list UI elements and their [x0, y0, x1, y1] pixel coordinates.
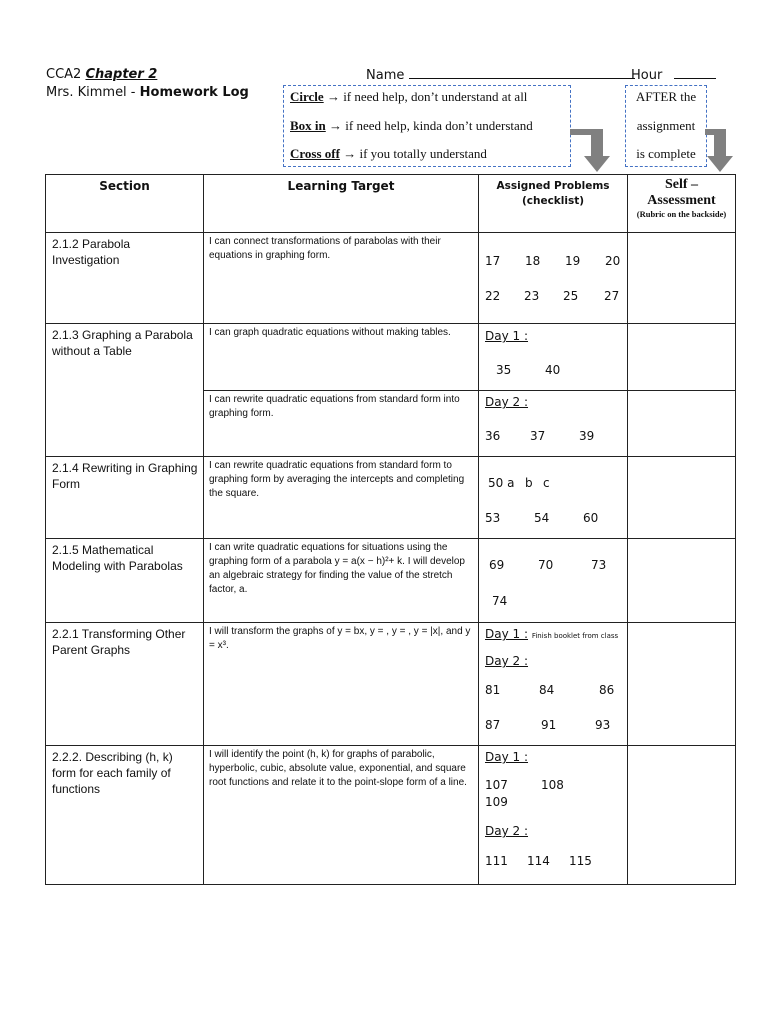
problem-number[interactable]: 111	[485, 854, 508, 868]
legend-crossoff-text: → if you totally understand	[339, 146, 487, 161]
name-field[interactable]	[366, 66, 635, 85]
table-row	[46, 233, 736, 324]
problem-number[interactable]: 36	[485, 429, 501, 443]
problem-number[interactable]: 108	[541, 778, 564, 792]
problem-number[interactable]: 81	[485, 683, 501, 697]
day-1-line	[485, 627, 618, 641]
assigned-cell[interactable]	[479, 746, 628, 885]
problem-number[interactable]: 40	[545, 363, 561, 377]
problem-number[interactable]: 109	[485, 795, 508, 809]
problem-number[interactable]: b	[525, 476, 533, 490]
teacher-label: Mrs. Kimmel -	[46, 85, 140, 100]
section-cell: 2.2.1 Transforming Other Parent Graphs	[46, 623, 204, 746]
self-assessment-cell[interactable]	[628, 539, 736, 623]
problem-number[interactable]: 107	[485, 778, 508, 792]
learning-target-cell: I will transform the graphs of y = bx, y = , y = , y = |x|, and y = x³.	[204, 623, 479, 746]
problem-number[interactable]: 69	[489, 558, 505, 572]
self-header-sub: (Rubric on the backside)	[636, 209, 727, 219]
self-header-line1: Self –	[664, 177, 699, 192]
problem-number[interactable]: 50 a	[488, 476, 515, 490]
section-cell: 2.1.2 Parabola Investigation	[46, 233, 204, 324]
day-label: Day 1 :	[485, 750, 529, 764]
after-box	[625, 85, 707, 167]
target-equation: y = a(x − h)²+ k.	[334, 556, 405, 567]
assigned-cell[interactable]	[479, 623, 628, 746]
name-blank[interactable]	[409, 66, 635, 79]
problem-number[interactable]: 35	[496, 363, 512, 377]
after-arrow-icon	[705, 126, 739, 176]
table-row	[46, 457, 736, 539]
hour-field[interactable]	[631, 66, 716, 85]
day-note: Finish booklet from class	[531, 632, 619, 640]
problem-number[interactable]: 115	[569, 854, 592, 868]
problem-number[interactable]: 23	[524, 289, 540, 303]
problem-number[interactable]: 70	[538, 558, 554, 572]
day-label: Day 2 :	[485, 395, 529, 409]
hour-label: Hour	[631, 68, 663, 83]
learning-target-cell: I will identify the point (h, k) for graphs of parabolic, hyperbolic, cubic, absolute value, exponential, and square root functions and relate it to the point-slope form of a line.	[204, 746, 479, 885]
legend-boxin-keyword: Box in	[290, 118, 326, 133]
legend-circle	[290, 89, 527, 105]
problem-number[interactable]: 18	[525, 254, 541, 268]
after-line-2: assignment	[636, 118, 696, 133]
self-assessment-cell[interactable]	[628, 457, 736, 539]
target-text: I can write quadratic equations for situations using the graphing form of a parabola	[209, 542, 448, 567]
problem-number[interactable]: 93	[595, 718, 611, 732]
target-text: I will develop an algebraic strategy for finding the value of the stretch factor, a.	[209, 556, 465, 595]
learning-target-cell: I can rewrite quadratic equations from standard form into graphing form.	[204, 391, 479, 457]
problem-number[interactable]: 86	[599, 683, 615, 697]
learning-target-cell: I can graph quadratic equations without making tables.	[204, 324, 479, 391]
legend-box	[283, 85, 571, 167]
self-assessment-cell[interactable]	[628, 623, 736, 746]
learning-target-cell	[204, 539, 479, 623]
self-assessment-cell[interactable]	[628, 391, 736, 457]
section-cell: 2.1.5 Mathematical Modeling with Parabolas	[46, 539, 204, 623]
assigned-cell[interactable]	[479, 457, 628, 539]
problem-number[interactable]: 54	[534, 511, 550, 525]
assigned-header-line1: Assigned Problems	[496, 180, 610, 192]
table-row	[46, 746, 736, 885]
learning-target-cell: I can rewrite quadratic equations from standard form to graphing form by averaging the intercepts and completing the square.	[204, 457, 479, 539]
problem-number[interactable]: 37	[530, 429, 546, 443]
problem-number[interactable]: 17	[485, 254, 501, 268]
problem-number[interactable]: c	[543, 476, 550, 490]
legend-arrow-icon	[570, 126, 622, 176]
day-label: Day 2 :	[485, 654, 529, 668]
course-label: CCA2	[46, 67, 82, 82]
assigned-cell[interactable]	[479, 391, 628, 457]
legend-crossoff-keyword: Cross off	[290, 146, 340, 161]
col-learning-target-header: Learning Target	[204, 175, 479, 233]
col-section-header: Section	[46, 175, 204, 233]
problem-number[interactable]: 60	[583, 511, 599, 525]
section-cell: 2.1.4 Rewriting in Graphing Form	[46, 457, 204, 539]
log-title: Homework Log	[139, 85, 249, 100]
legend-circle-text: → if need help, don’t understand at all	[323, 89, 528, 104]
section-cell: 2.2.2. Describing (h, k) form for each family of functions	[46, 746, 204, 885]
legend-boxin-text: → if need help, kinda don’t understand	[325, 118, 533, 133]
assigned-cell[interactable]	[479, 539, 628, 623]
self-header-line2: Assessment	[647, 193, 716, 208]
table-row	[46, 324, 736, 391]
name-label: Name	[366, 68, 405, 83]
assigned-header-line2: (checklist)	[521, 195, 585, 207]
problem-number[interactable]: 22	[485, 289, 501, 303]
problem-number[interactable]: 27	[604, 289, 620, 303]
problem-number[interactable]: 39	[579, 429, 595, 443]
problem-number[interactable]: 91	[541, 718, 557, 732]
problem-number[interactable]: 84	[539, 683, 555, 697]
legend-boxin	[290, 118, 533, 134]
self-assessment-cell[interactable]	[628, 324, 736, 391]
table-row	[46, 539, 736, 623]
self-assessment-cell[interactable]	[628, 746, 736, 885]
col-assigned-header	[479, 175, 628, 233]
homework-log-table	[45, 174, 736, 885]
problem-number[interactable]: 87	[485, 718, 501, 732]
col-self-assessment-header	[628, 175, 736, 233]
legend-circle-keyword: Circle	[290, 89, 324, 104]
problem-number[interactable]: 74	[492, 594, 508, 608]
after-line-1: AFTER the	[635, 89, 697, 104]
table-row	[46, 623, 736, 746]
problem-number[interactable]: 20	[605, 254, 621, 268]
problem-number[interactable]: 53	[485, 511, 501, 525]
chapter-label: Chapter 2	[85, 67, 158, 82]
learning-target-cell: I can connect transformations of parabolas with their equations in graphing form.	[204, 233, 479, 324]
section-cell: 2.1.3 Graphing a Parabola without a Table	[46, 324, 204, 457]
self-assessment-cell[interactable]	[628, 233, 736, 324]
problem-number[interactable]: 19	[565, 254, 581, 268]
problem-number[interactable]: 25	[563, 289, 579, 303]
legend-crossoff	[290, 146, 487, 162]
day-label: Day 1 :	[485, 627, 529, 641]
table-header-row	[46, 175, 736, 233]
day-label: Day 2 :	[485, 824, 529, 838]
problem-number[interactable]: 73	[591, 558, 607, 572]
problem-number[interactable]: 114	[527, 854, 550, 868]
after-line-3: is complete	[636, 146, 696, 161]
assigned-cell[interactable]	[479, 233, 628, 324]
hour-blank[interactable]	[674, 66, 716, 79]
day-label: Day 1 :	[485, 329, 529, 343]
assigned-cell[interactable]	[479, 324, 628, 391]
header-left	[46, 66, 249, 102]
